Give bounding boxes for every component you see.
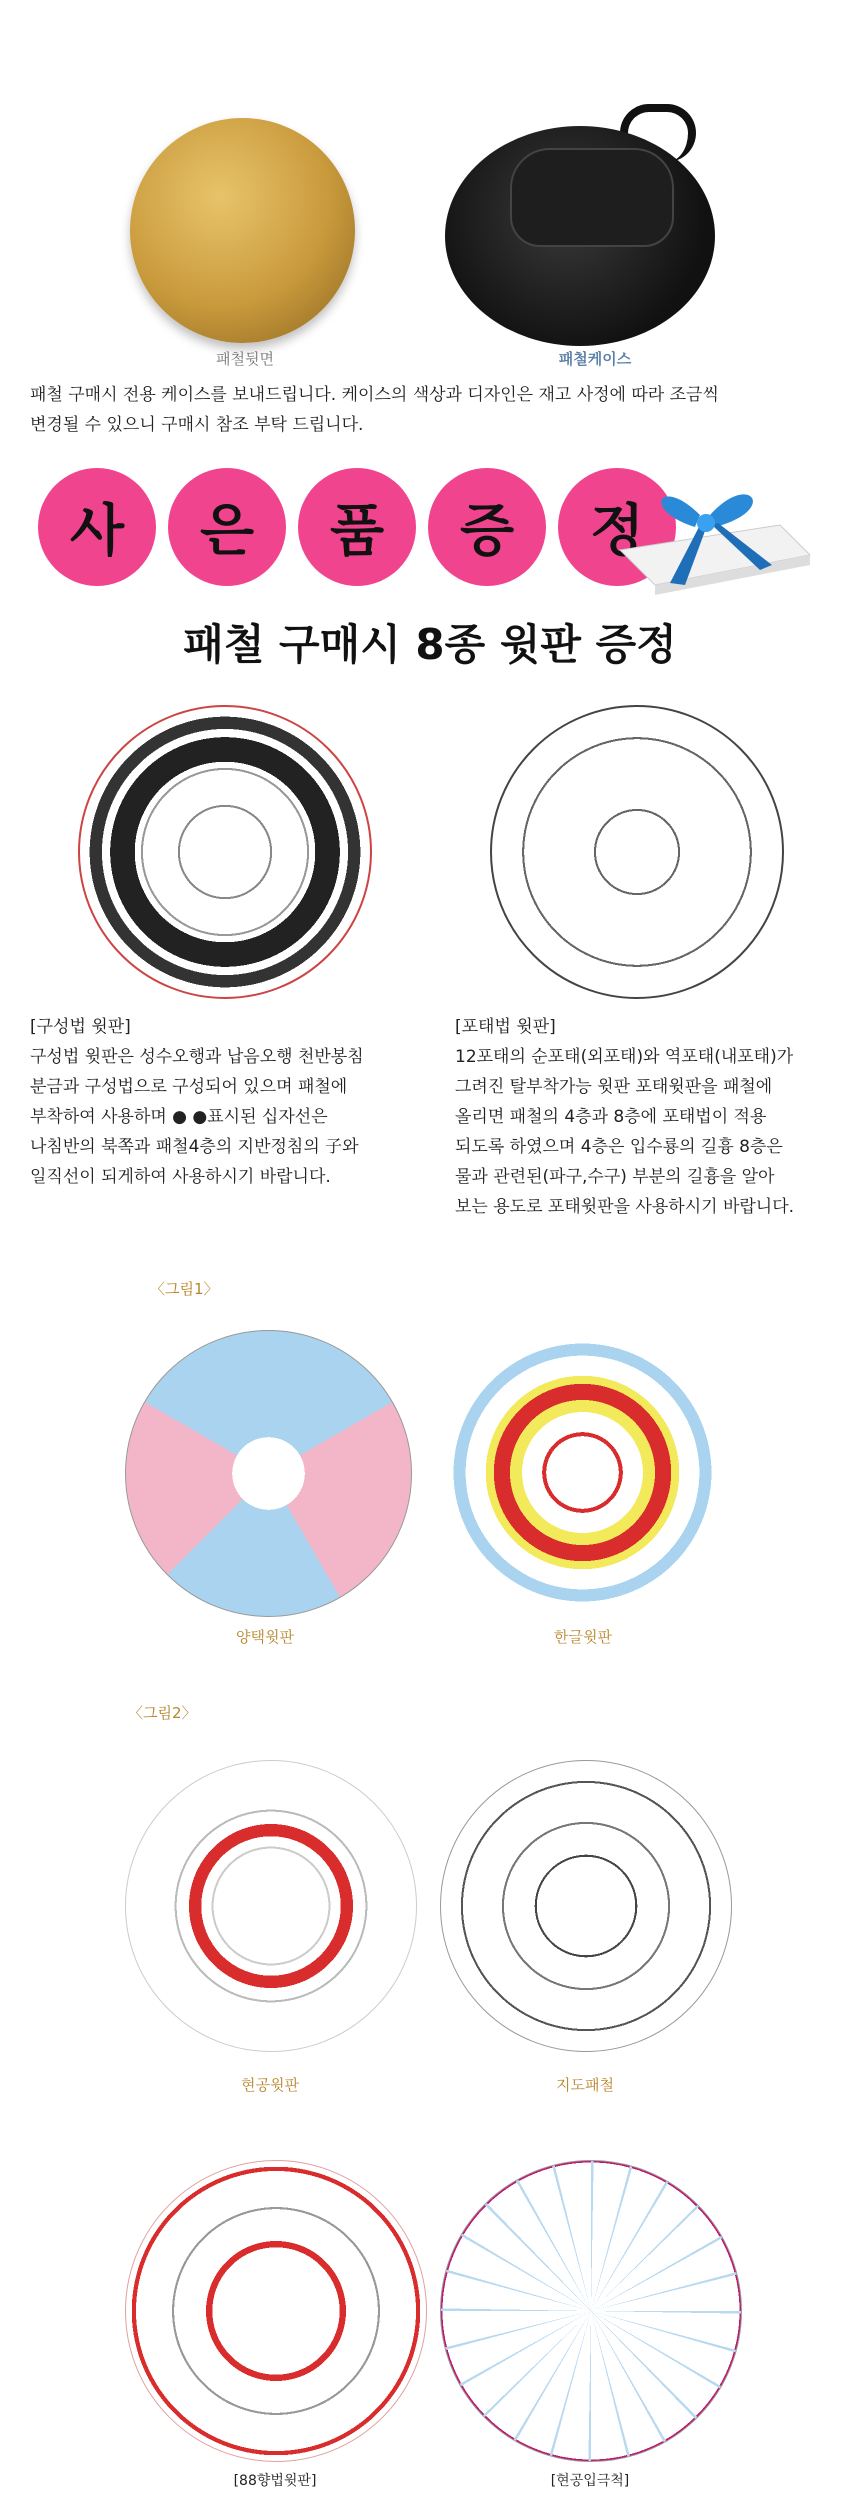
jido-plate-image	[440, 1760, 732, 2052]
case-flap	[510, 148, 674, 247]
potaebeop-line-6: 보는 용도로 포태윗판을 사용하시기 바랍니다.	[455, 1197, 795, 1217]
guseongbeop-line-1: 구성법 윗판은 성수오행과 납음오행 천반봉침	[30, 1047, 364, 1067]
guseongbeop-line-5: 일직선이 되게하여 사용하시기 바랍니다.	[30, 1167, 331, 1187]
guseongbeop-line-3: 부착하여 사용하며 ● ●표시된 십자선은	[30, 1107, 328, 1127]
eightyeight-caption: [88향법윗판]	[233, 2473, 317, 2489]
figure-1-label: 〈그림1〉	[150, 1280, 219, 1298]
compass-back-caption: 패철뒷면	[216, 350, 274, 368]
case-notice-line1: 패철 구매시 전용 케이스를 보내드립니다. 케이스의 색상과 디자인은 재고 사정에 따라 조금씩	[30, 385, 719, 405]
figure-2-label: 〈그림2〉	[128, 1704, 197, 1722]
hangeul-plate-image	[440, 1330, 725, 1615]
potaebeop-line-1: 12포태의 순포태(외포태)와 역포태(내포태)가	[455, 1047, 794, 1067]
jido-caption: 지도패철	[556, 2076, 614, 2094]
case-notice-line2: 변경될 수 있으니 구매시 참조 부탁 드립니다.	[30, 415, 364, 435]
gift-headline: 패철 구매시 8종 윗판 증정	[183, 620, 677, 669]
yangtaek-plate-image	[125, 1330, 412, 1617]
compass-case-caption: 패철케이스	[558, 350, 632, 368]
potaebeop-line-4: 되도록 하였으며 4층은 입수룡의 길흉 8층은	[455, 1137, 783, 1157]
compass-back-photo	[130, 118, 355, 343]
hyeongong-plate-image	[125, 1760, 417, 2052]
guseongbeop-title: [구성법 윗판]	[30, 1017, 131, 1037]
gift-char-5: 정	[558, 468, 676, 586]
potaebeop-line-5: 물과 관련된(파구,수구) 부분의 길흉을 알아	[455, 1167, 775, 1187]
eightyeight-plate-image	[125, 2160, 427, 2462]
hyeongong-caption: 현공윗판	[241, 2076, 299, 2094]
guseongbeop-line-2: 분금과 구성법으로 구성되어 있으며 패철에	[30, 1077, 348, 1097]
compass-case-photo	[445, 108, 720, 348]
ipgeukcheok-plate-image	[440, 2160, 742, 2462]
guseongbeop-line-4: 나침반의 북쪽과 패철4층의 지반정침의 子와	[30, 1137, 359, 1157]
gift-char-3: 품	[298, 468, 416, 586]
potaebeop-line-3: 올리면 패철의 4층과 8층에 포태법이 적용	[455, 1107, 767, 1127]
potaebeop-line-2: 그려진 탈부착가능 윗판 포태윗판을 패철에	[455, 1077, 773, 1097]
gift-char-2: 은	[168, 468, 286, 586]
gift-box-icon	[600, 455, 820, 595]
guseongbeop-plate-image	[78, 705, 372, 999]
potaebeop-plate-image	[490, 705, 784, 999]
hangeul-caption: 한글윗판	[554, 1628, 612, 1646]
gift-char-4: 증	[428, 468, 546, 586]
ipgeukcheok-caption: [현공입극척]	[550, 2473, 630, 2489]
gift-char-1: 사	[38, 468, 156, 586]
potaebeop-title: [포태법 윗판]	[455, 1017, 556, 1037]
yangtaek-caption: 양택윗판	[236, 1628, 294, 1646]
